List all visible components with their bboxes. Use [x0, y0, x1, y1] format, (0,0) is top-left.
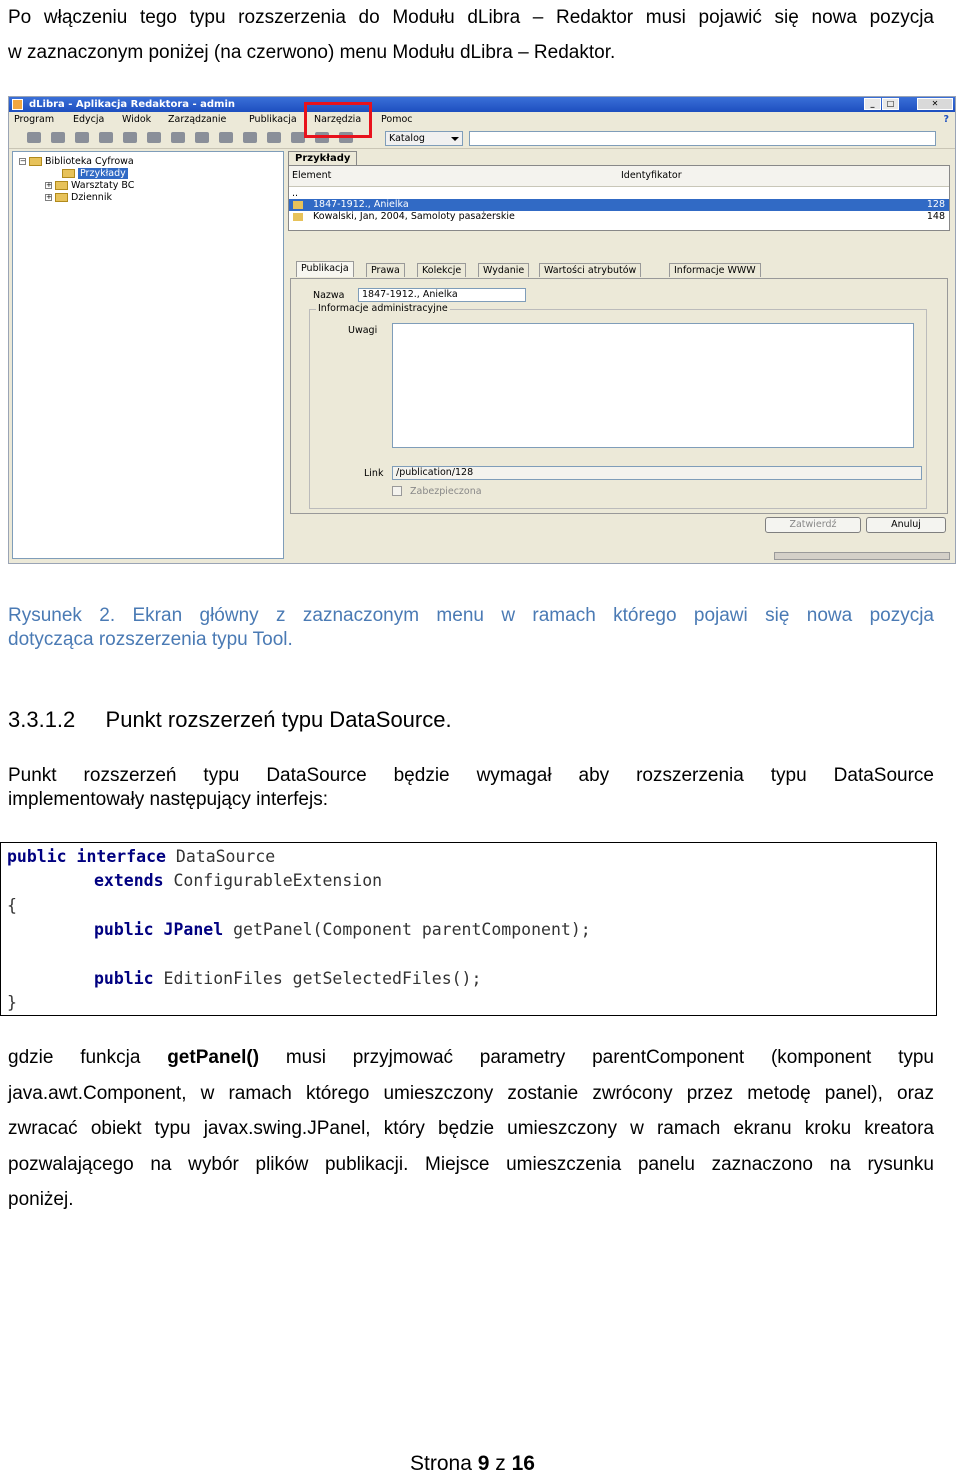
window-title: dLibra - Aplikacja Redaktora - admin — [29, 99, 236, 110]
app-screenshot — [8, 96, 956, 564]
menu-bar — [9, 113, 955, 127]
toolbar-icon[interactable] — [99, 132, 113, 143]
body-paragraph — [8, 1040, 934, 1218]
body-line: gdzie funkcja getPanel() musi przyjmować parametry parentComponent (komponent typu — [8, 1047, 934, 1068]
help-icon[interactable]: ? — [943, 114, 949, 125]
list-item[interactable]: Kowalski, Jan, 2004, Samoloty pasażerskie 148 — [289, 211, 949, 223]
footer-mid: z — [489, 1452, 512, 1475]
confirm-button[interactable]: Zatwierdź — [765, 517, 861, 533]
publication-icon — [293, 201, 303, 209]
tab-wydanie[interactable]: Wydanie — [478, 263, 529, 277]
caption-line: Rysunek 2. Ekran główny z zaznaczonym menu w ramach którego pojawi się nowa pozycja — [8, 605, 934, 626]
menu-widok[interactable]: Widok — [122, 114, 152, 125]
code-line: { — [7, 896, 17, 915]
column-element[interactable]: Element — [292, 170, 332, 181]
code-line: extends ConfigurableExtension — [94, 871, 383, 890]
app-icon — [12, 99, 23, 110]
body-line: java.awt.Component, w ramach którego umieszczony zostanie zwrócony przez metodę panel), oraz — [8, 1082, 934, 1104]
folder-icon — [29, 157, 42, 166]
body-line: zwracać obiekt typu javax.swing.JPanel, który będzie umieszczony w ramach ekranu kroku kreatora — [8, 1118, 934, 1139]
code-line: public EditionFiles getSelectedFiles(); — [94, 969, 482, 988]
section-number: 3.3.1.2 — [8, 707, 76, 732]
tab-publikacja[interactable]: Publikacja — [296, 261, 354, 277]
menu-publikacja[interactable]: Publikacja — [249, 114, 297, 125]
admin-info-group — [309, 303, 927, 509]
secured-label: Zabezpieczona — [410, 486, 482, 497]
description-line: Punkt rozszerzeń typu DataSource będzie wymagał aby rozszerzenia typu DataSource — [8, 765, 934, 786]
catalog-tree — [12, 151, 284, 559]
column-identyfikator[interactable]: Identyfikator — [621, 170, 682, 181]
collapse-icon[interactable]: − — [20, 157, 26, 165]
toolbar-icon[interactable] — [75, 132, 89, 143]
tree-node[interactable]: − Biblioteka Cyfrowa — [20, 156, 134, 167]
name-label: Nazwa — [313, 290, 345, 301]
tab-wartosci-atrybutow[interactable]: Wartości atrybutów — [539, 263, 641, 277]
list-item-up[interactable]: .. — [292, 188, 299, 199]
search-icon[interactable] — [219, 132, 233, 143]
window-titlebar — [9, 97, 955, 112]
body-line: pozwalającego na wybór plików publikacji. Miejsce umieszczenia panelu zaznaczono na rysunku — [8, 1153, 934, 1175]
scrollbar-thumb[interactable] — [774, 552, 950, 560]
toolbar — [9, 128, 955, 149]
description-line: implementowały następujący interfejs: — [8, 789, 328, 810]
tree-node[interactable]: + Dziennik — [46, 192, 112, 203]
toolbar-icon[interactable] — [291, 132, 305, 143]
catalog-select-value: Katalog — [389, 133, 425, 144]
toolbar-icon[interactable] — [147, 132, 161, 143]
catalog-select[interactable] — [385, 131, 463, 146]
publication-icon — [293, 213, 303, 221]
toolbar-icon[interactable] — [267, 132, 281, 143]
chevron-down-icon — [451, 137, 459, 141]
tab-kolekcje[interactable]: Kolekcje — [417, 263, 466, 277]
minimize-icon[interactable]: _ — [864, 98, 881, 110]
menu-edycja[interactable]: Edycja — [73, 114, 105, 125]
notes-textarea[interactable] — [392, 323, 914, 448]
list-header — [289, 166, 949, 187]
footer-prefix: Strona — [410, 1452, 478, 1475]
page-number: 9 — [477, 1452, 490, 1475]
admin-info-title: Informacje administracyjne — [318, 303, 448, 314]
expand-icon[interactable]: + — [46, 181, 52, 189]
section-heading — [8, 706, 452, 734]
tree-node[interactable]: Przykłady — [62, 168, 128, 180]
expand-icon[interactable]: + — [46, 193, 52, 201]
menu-zarzadzanie[interactable]: Zarządzanie — [168, 114, 227, 125]
search-input[interactable] — [469, 131, 936, 146]
name-field[interactable]: 1847-1912., Anielka — [358, 288, 526, 302]
list-item[interactable]: 1847-1912., Anielka 128 — [289, 199, 949, 211]
body-line: poniżej. — [8, 1189, 74, 1210]
folder-icon — [55, 193, 68, 202]
menu-pomoc[interactable]: Pomoc — [381, 114, 413, 125]
page-total: 16 — [511, 1452, 535, 1475]
code-line: public interface DataSource — [7, 847, 276, 866]
code-line: } — [7, 993, 17, 1012]
code-block — [0, 842, 937, 1016]
close-icon[interactable]: ✕ — [917, 98, 953, 110]
horizontal-scrollbar[interactable] — [288, 551, 954, 561]
content-panel — [288, 151, 954, 561]
description-paragraph — [8, 764, 934, 812]
toolbar-icon[interactable] — [51, 132, 65, 143]
publication-form — [290, 278, 948, 514]
folder-icon — [55, 181, 68, 190]
page-footer — [0, 1451, 945, 1477]
folder-icon — [62, 169, 75, 178]
toolbar-icon[interactable] — [171, 132, 185, 143]
secured-checkbox[interactable] — [392, 486, 402, 496]
cancel-button[interactable]: Anuluj — [866, 517, 946, 533]
code-line: public JPanel getPanel(Component parentComponent); — [94, 920, 591, 939]
intro-line: Po włączeniu tego typu rozszerzenia do Modułu dLibra – Redaktor musi pojawić się nowa pozycja — [8, 7, 934, 28]
tab-informacje-www[interactable]: Informacje WWW — [669, 263, 761, 277]
section-title: Punkt rozszerzeń typu DataSource. — [105, 707, 452, 732]
figure-caption — [8, 604, 934, 652]
toolbar-icon[interactable] — [243, 132, 257, 143]
intro-paragraph — [8, 0, 934, 70]
menu-program[interactable]: Program — [14, 114, 55, 125]
intro-line: w zaznaczonym poniżej (na czerwono) menu Modułu dLibra – Redaktor. — [8, 42, 616, 63]
tab-prawa[interactable]: Prawa — [366, 263, 405, 277]
link-field[interactable]: /publication/128 — [392, 466, 922, 480]
publication-list — [288, 165, 950, 231]
maximize-icon[interactable]: □ — [882, 98, 899, 110]
caption-line: dotycząca rozszerzenia typu Tool. — [8, 629, 293, 650]
tree-node[interactable]: + Warsztaty BC — [46, 180, 135, 191]
notes-label: Uwagi — [348, 325, 378, 336]
menu-narzedzia[interactable]: Narzędzia — [314, 114, 362, 125]
toolbar-icon[interactable] — [195, 132, 209, 143]
tab-przyklady[interactable]: Przykłady — [288, 151, 357, 166]
highlight-box — [304, 102, 372, 138]
toolbar-icon[interactable] — [27, 132, 41, 143]
toolbar-icon[interactable] — [123, 132, 137, 143]
link-label: Link — [364, 468, 384, 479]
